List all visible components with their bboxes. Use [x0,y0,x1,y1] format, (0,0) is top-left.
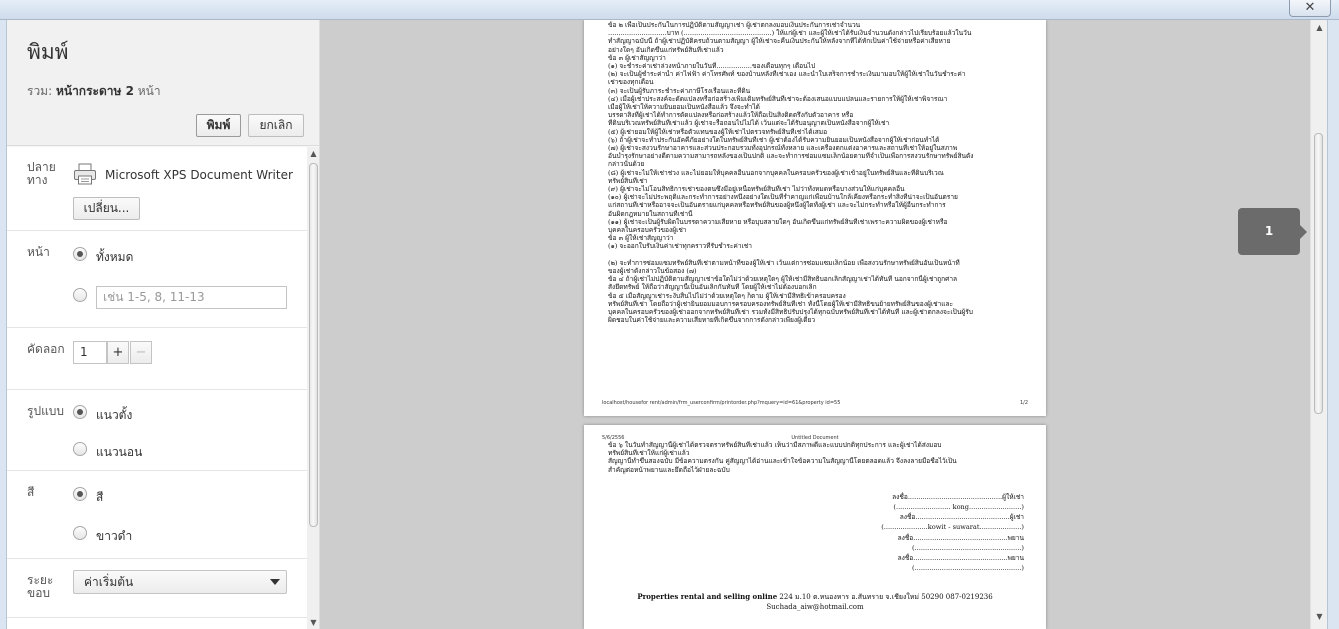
doc-line: บรรดาสิ่งที่ผู้เช่าได้ทำการดัดแปลงหรือก่อสร้างแล้วให้ถือเป็นสิ่งติดตรึงกับตัวอาคาร หรือ [608,111,854,120]
doc-line: อย่างใดๆ อันเกิดขึ้นแก่ทรัพย์สินที่เช่าแล้ว [608,45,724,54]
color-row [7,472,307,559]
page2-date: 5/6/2556 [602,435,625,441]
print-preview-area [320,20,1328,629]
doc-line: ทรัพย์สินที่เช่า [608,176,648,185]
doc-line: เช่าของทุกเดือน [608,78,654,87]
signature-line: (.....................kowit - suwarat....................) [881,523,1024,531]
layout-portrait-label[interactable]: แนวตั้ง [96,408,133,422]
total-pages-summary [27,82,161,101]
doc-line: (๘) ผู้เช่าจะไม่ให้เช่าช่วง และไม่ยอมให้บุคคลอื่นนอกจากบุคคลในครอบครัวของผู้เช่าเข้าอยู่ในทรัพย์สินและที่ดินบริเวณ [608,168,944,177]
signature-line: ลงชื่อ.............................................ผู้เช่า [899,513,1024,521]
doc-line: กล่าวนั้นด้วย [608,160,645,169]
doc-line: ทำสัญญาฉบับนี้ ถ้าผู้เช่าปฏิบัติครบถ้วนตามสัญญา ผู้ให้เช่าจะคืนเงินประกันให้หลังจากที่ได้หักเป็นค่าใช้จ่ายหรือค่าเสียหาย [608,37,951,46]
pages-row [7,232,307,328]
copies-decrement-button[interactable]: − [130,341,152,364]
signature-line: (...................................................) [911,564,1024,572]
signature-line: ลงชื่อ.............................................พยาน [897,534,1024,542]
copies-input[interactable]: 1 [73,341,107,364]
print-title: พิมพ์ [27,40,69,64]
printer-icon [73,163,97,185]
preview-page-2 [584,425,1046,629]
sidebar-header [7,20,320,146]
doc-line: สัญญานี้ทำขึ้นสองฉบับ มีข้อความตรงกัน คู่สัญญาได้อ่านและเข้าใจข้อความในสัญญานี้โดยตลอดแล้ว จึงลงลายมือชื่อไว้เป็น [608,457,957,466]
doc-line: (๓) จะเป็นผู้รับภาระชำระค่าภาษีโรงเรือนและที่ดิน [608,86,751,95]
doc-line: ที่ดินบริเวณทรัพย์สินที่เช่าแล้ว ผู้เช่าจะรื้อถอนไปไม่ได้ เว้นแต่จะได้รับอนุญาตเป็นหนังสือจากผู้ให้เช่า [608,119,890,128]
doc-line: แก่สถานที่เช่าหรืออาจจะเป็นอันตรายแก่บุคคลหรือทรัพย์สินของผู้หนึ่งผู้ใดทั้งผู้เช่า และจะไม่กระทำหรือให้ผู้อื่นกระทำการ [608,201,946,210]
doc-line: ข้อ ๖ ในวันทำสัญญานี้ผู้เช่าได้ตรวจตราทรัพย์สินที่เช่าแล้ว เห็นว่ามีสภาพดีและแบบปกติทุกประการ และผู้เช่าได้ส่งมอบ [608,441,942,449]
signature-line: (.......................... kong.........................) [893,503,1024,511]
doc-line: ข้อ ๒ เพื่อเป็นประกันในการปฏิบัติตามสัญญาเช่า ผู้เช่าตกลงมอบเงินประกันการเช่าจำนวน [608,21,861,29]
page1-text [608,21,1023,324]
scroll-up-arrow-icon[interactable]: ▲ [310,149,317,158]
print-button[interactable]: พิมพ์ [196,114,241,137]
scroll-down-arrow-icon[interactable]: ▼ [1316,612,1323,621]
pages-custom-radio[interactable] [73,288,87,302]
page2-text [608,441,1023,474]
pages-label: หน้า [27,245,50,259]
window-frame-right [1327,20,1339,629]
destination-row [7,147,307,231]
change-destination-button[interactable]: เปลี่ยน... [73,197,140,220]
doc-line: ทรัพย์สินที่เช่าให้แก่ผู้เช่าแล้ว [608,449,690,458]
doc-line: ข้อ ๕ เมื่อสัญญาเช่าระงับสิ้นไปไม่ว่าด้วยเหตุใดๆ ก็ตาม ผู้ให้เช่ามีสิทธิเข้าครอบครอง [608,291,846,300]
margins-label: ระยะขอบ [27,573,54,600]
doc-line: (๑๐) ผู้เช่าจะไม่ประพฤติและกระทำการอย่างหนึ่งอย่างใดเป็นที่รำคาญแก่เพื่อนบ้านใกล้เคียงหรือกระทำสิ่งที่น่าจะเป็นอันตราย [608,193,958,202]
scroll-up-arrow-icon[interactable]: ▲ [1316,23,1323,32]
page1-page-number: 1/2 [1019,400,1028,406]
layout-landscape-radio[interactable] [73,442,87,456]
doc-line: (๑) จะชำระค่าเช่าล่วงหน้าภายในวันที่.................ของเดือนทุกๆ เดือนไป [608,62,816,71]
doc-line: อันผิดกฎหมายในสถานที่เช่านี้ [608,209,693,218]
close-window-button[interactable]: ✕ [1289,0,1331,17]
doc-line: เมื่อผู้ให้เช่าให้ความยินยอมเป็นหนังสือแล้ว จึงจะทำได้ [608,103,760,112]
margins-row [7,560,307,618]
signature-line: ลงชื่อ.............................................ผู้ให้เช่า [892,493,1024,501]
doc-line: บุคคลในครอบครัวของผู้เช่าออกจากทรัพย์สินที่เช่า รวมทั้งมีสิทธิปรับปรุงได้ทุกฉบับทรัพย์สินที่เช่าได้ทันที และผู้เช่าตกลงจะเป็นผู้รับ [608,307,973,316]
color-option-radio[interactable] [73,487,87,501]
layout-row [7,391,307,471]
page1-footer-url: localhost/housefor rent/admin/frm_userconfirm/printorder.php?mquery=id=61&property id=55 [602,400,841,406]
total-prefix: รวม: [27,84,56,98]
color-label: สี [27,485,35,499]
copies-label: คัดลอก [27,342,65,356]
preview-scrollbar-thumb[interactable] [1314,133,1323,414]
doc-line-blank [608,251,1023,259]
bw-option-label[interactable]: ขาวดำ [96,529,133,543]
total-pages-value: หน้ากระดาษ 2 [55,84,134,98]
footer-phone: 087-0219236 [945,593,993,601]
layout-portrait-radio[interactable] [73,405,87,419]
copies-stepper [107,341,153,364]
doc-line: สำคัญต่อหน้าพยานและยึดถือไว้ฝ่ายละฉบับ [608,465,730,474]
bw-option-radio[interactable] [73,526,87,540]
print-settings-sidebar [7,20,320,629]
footer-email: Suchada_aiw@hotmail.com [766,603,864,611]
doc-line: ข้อ ๓ ผู้เช่าสัญญาว่า [608,53,666,62]
pages-custom-input[interactable]: เช่น 1-5, 8, 11-13 [96,286,287,309]
settings-scrollbar[interactable] [307,147,320,629]
doc-line: ข้อ ๔ ถ้าผู้เช่าไม่ปฏิบัติตามสัญญาเช่าข้อใดไม่ว่าด้วยเหตุใดๆ ผู้ให้เช่ามีสิทธิบอกเลิกสัญญาเช่าได้ทันที นอกจากนี้ผู้เช่าถูกศาล [608,275,958,284]
settings-panel [7,147,307,629]
doc-line: (๗) ผู้เช่าจะสงวนรักษาอาคารและส่วนประกอบรวมทั้งอุปกรณ์ทั้งหลาย และเครื่องตกแต่งอาคารและสถานที่เช่าให้อยู่ในสภาพ [608,144,958,153]
doc-line: (๒) จะเป็นผู้ชำระค่าน้ำ ค่าไฟฟ้า ค่าโทรศัพท์ ของบ้านหลังที่เช่าเอง และนำใบเสร็จการชำระเงินมามอบให้ผู้ให้เช่าในวันชำระค่า [608,70,966,79]
doc-line: (๑๑) ผู้เช่าจะเป็นผู้รับผิดในบรรดาความเสียหาย หรือบุบสลายใดๆ อันเกิดขึ้นแก่ทรัพย์สินที่เช่าเพราะความผิดของผู้เช่าหรือ [608,217,948,226]
settings-scrollbar-thumb[interactable] [309,163,318,527]
copies-row [7,329,307,390]
doc-line: อันบำรุงรักษาอย่างดีตามความสามารถหลังของเป็นปกติ และจะทำการซ่อมแซมเล็กน้อยตามที่จำเป็นเพื่อการสงวนรักษาทรัพย์สินดัง [608,152,974,161]
footer-company: Properties rental and selling online [637,592,778,601]
layout-landscape-label[interactable]: แนวนอน [96,445,143,459]
doc-line: ............................บาท (..........................................) ให้แก่ผู้เช่า และผู้ให้เช่าได้รับเงินจำนวนดังกล่าวไปเรียบร้อยแล้วในวัน [608,29,972,38]
doc-line: (๔) เมื่อผู้เช่าประสงค์จะดัดแปลงหรือก่อสร้างเพิ่มเติมทรัพย์สินที่เช่าจะต้องเสนอแบบแปลนและรายการให้ผู้ให้เช่าพิจารณา [608,94,948,103]
doc-line: ทรัพย์สินที่เช่า โดยถือว่าผู้เช่ายินยอมมอบการครอบครองทรัพย์สินที่เช่า ทั้งนี้โดยผู้ให้เช่ามีสิทธิขนย้ายทรัพย์สินของผู้เช่าและ [608,299,954,308]
doc-line: (๖) ถ้าผู้เช่าจะทำประกันอัคคีภัยอย่างใดในทรัพย์สินที่เช่า ผู้เช่าต้องได้รับความยินยอมเป็นหนังสือจากผู้ให้เช่าก่อนทำได้ [608,135,940,144]
signature-line: (...................................................) [911,544,1024,552]
doc-line: (๑) จะออกใบรับเงินค่าเช่าทุกคราวที่รับชำระค่าเช่า [608,242,752,251]
cancel-button[interactable]: ยกเลิก [248,114,304,137]
doc-line: ของผู้เช่าดังกล่าวในข้อสอง (๗) [608,266,697,275]
doc-line: (๙) ผู้เช่าจะไม่โอนสิทธิการเช่าของตนซึ่งมีอยู่เหนือทรัพย์สินที่เช่า ไม่ว่าทั้งหมดหรือบางส่วนให้แก่บุคคลอื่น [608,185,905,194]
total-suffix: หน้า [133,84,161,98]
pages-all-radio[interactable] [73,247,87,261]
chevron-down-icon [270,579,280,585]
scroll-down-arrow-icon[interactable]: ▼ [310,618,317,627]
page2-doc-title: Untitled Document [791,435,839,441]
page2-footer-contact [584,592,1046,603]
margins-select-value: ค่าเริ่มต้น [84,575,134,589]
signature-line: ลงชื่อ.............................................พยาน [897,554,1024,562]
color-option-label[interactable]: สี [96,490,104,504]
margins-select[interactable] [73,570,287,594]
preview-scrollbar[interactable] [1310,20,1327,629]
layout-label: รูปแบบ [27,404,65,418]
pages-all-label[interactable]: ทั้งหมด [96,250,134,264]
doc-line: สั่งยึดทรัพย์ ให้ถือว่าสัญญานี้เป็นอันเลิกกันทันที โดยผู้ให้เช่าไม่ต้องบอกเลิก [608,283,817,292]
page1-footer [602,400,1028,406]
doc-line: ข้อ ๓ ผู้ให้เช่าสัญญาว่า [608,234,674,243]
printer-name: Microsoft XPS Document Writer [105,168,293,182]
doc-line: บุคคลในครอบครัวของผู้เช่า [608,226,687,235]
doc-line: (๒) จะทำการซ่อมแซมทรัพย์สินที่เช่าตามหน้าที่ของผู้ให้เช่า เว้นแต่การซ่อมแซมเล็กน้อย เพื่อสงวนรักษาทรัพย์สินอันเป็นหน้าที่ [608,258,960,267]
destination-label: ปลายทาง [27,160,56,187]
current-page-indicator: 1 [1238,208,1300,255]
doc-line: ผิดชอบในค่าใช้จ่ายและความเสียหายที่เกิดขึ้นจากการดังกล่าวเพียงผู้เดียว [608,316,816,325]
window-titlebar [0,0,1339,20]
preview-page-1 [584,20,1046,416]
doc-line: (๕) ผู้เช่ายอมให้ผู้ให้เช่าหรือตัวแทนของผู้ให้เช่าไปตรวจทรัพย์สินที่เช่าได้เสมอ [608,127,828,136]
window-frame-left [0,20,7,629]
copies-increment-button[interactable]: + [107,341,129,364]
footer-address: 224 ม.10 ต.หนองหาร อ.สันทราย จ.เชียงใหม่ 50290 [779,593,944,601]
